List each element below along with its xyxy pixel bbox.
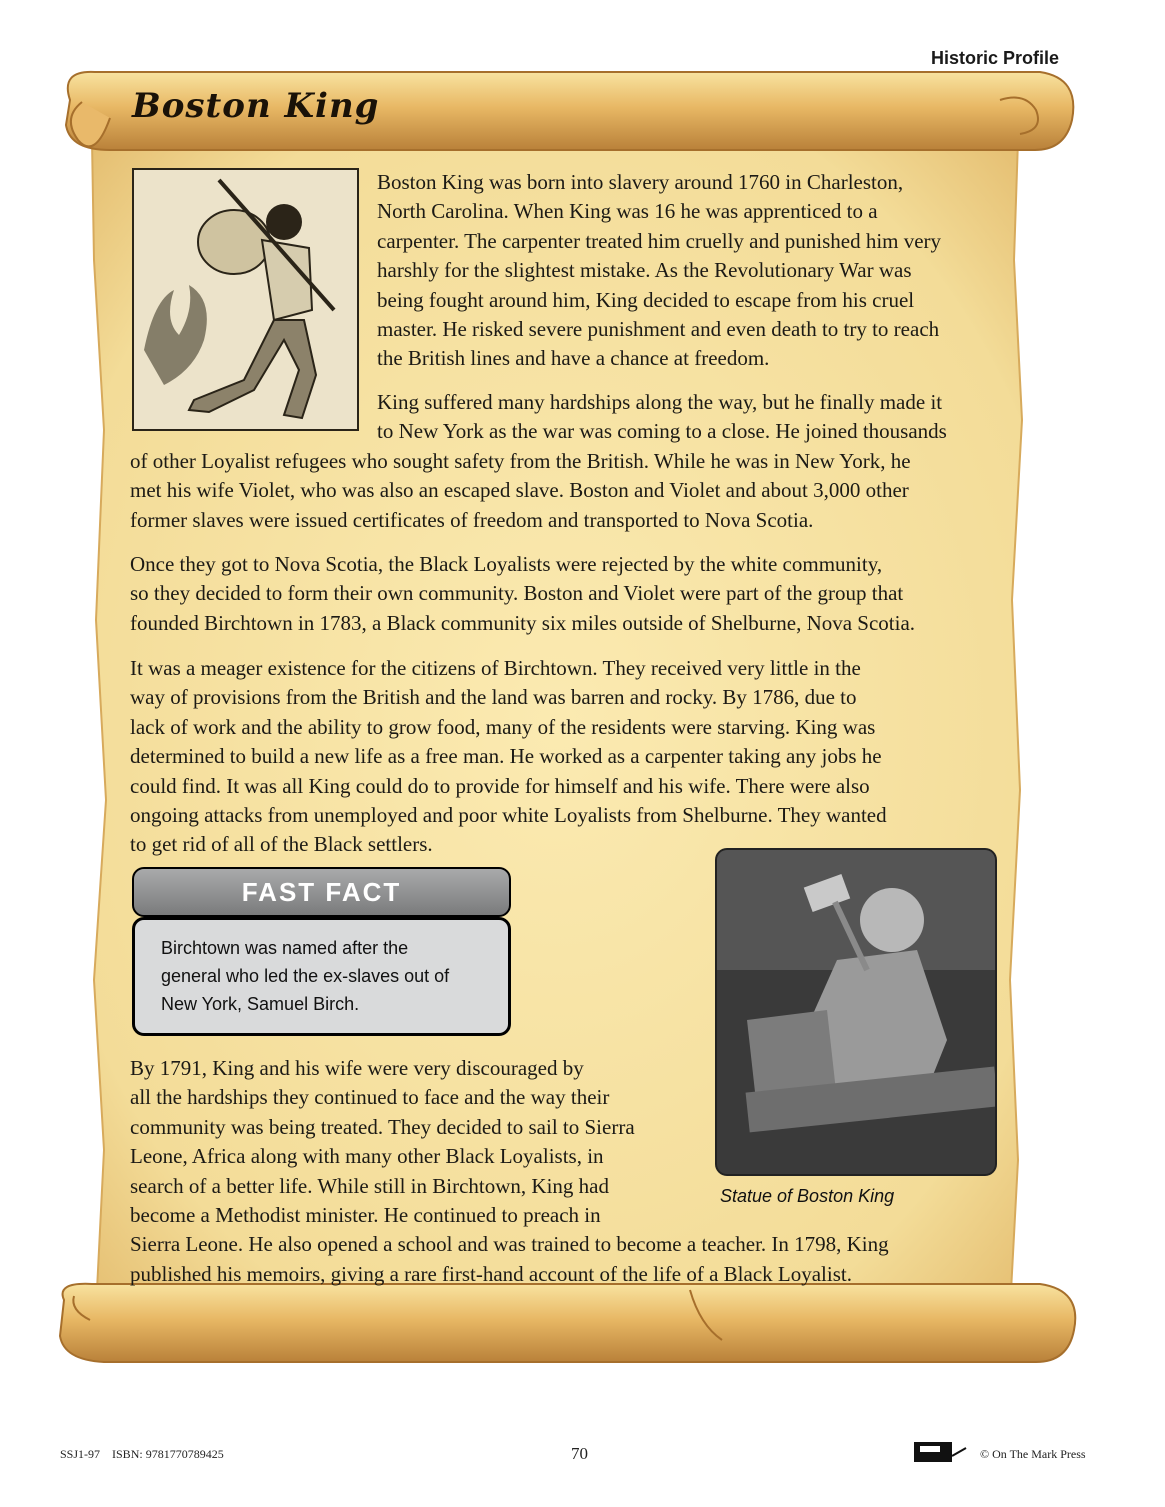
fast-fact-title: FAST FACT	[241, 876, 402, 907]
footer-codes	[60, 1447, 224, 1462]
paragraph-3	[130, 550, 915, 638]
page-title: Boston King	[132, 86, 380, 126]
fast-fact-line: general who led the ex-slaves out of	[161, 966, 450, 986]
text-line: lack of work and the ability to grow food, many of the residents were starving. King was	[130, 714, 876, 739]
text-line: become a Methodist minister. He continued to preach in	[130, 1203, 601, 1228]
text-line: former slaves were issued certificates of freedom and transported to Nova Scotia.	[130, 507, 814, 532]
text-line: Sierra Leone. He also opened a school and was trained to become a teacher. In 1798, King	[130, 1232, 889, 1257]
text-line: to get rid of all of the Black settlers.	[130, 832, 433, 857]
text-line: being fought around him, King decided to escape from his cruel	[377, 287, 915, 312]
text-line: to New York as the war was coming to a close. He joined thousands	[377, 419, 947, 444]
publisher: © On The Mark Press	[980, 1447, 1086, 1461]
text-line: harshly for the slightest mistake. As the Revolutionary War was	[377, 258, 912, 283]
paragraph-2-indent	[377, 388, 947, 447]
fast-fact-line: New York, Samuel Birch.	[161, 994, 360, 1014]
text-line: way of provisions from the British and the land was barren and rocky. By 1786, due to	[130, 685, 857, 710]
text-line: master. He risked severe punishment and even death to try to reach	[377, 317, 940, 342]
fast-fact-body	[132, 917, 511, 1036]
text-line: could find. It was all King could do to provide for himself and his wife. There were also	[130, 773, 870, 798]
fast-fact-line: Birchtown was named after the	[161, 938, 409, 958]
text-line: carpenter. The carpenter treated him cruelly and punished him very	[377, 228, 942, 253]
text-line: the British lines and have a chance at freedom.	[377, 346, 770, 371]
fast-fact-heading	[132, 867, 511, 917]
text-line: It was a meager existence for the citizens of Birchtown. They received very little in the	[130, 656, 861, 680]
text-line: met his wife Violet, who was also an escaped slave. Boston and Violet and about 3,000 other	[130, 478, 909, 503]
text-line: of other Loyalist refugees who sought safety from the British. While he was in New York, he	[130, 449, 911, 473]
text-line: ongoing attacks from unemployed and poor white Loyalists from Shelburne. They wanted	[130, 803, 887, 828]
text-line: published his memoirs, giving a rare first-hand account of the life of a Black Loyalist.	[130, 1261, 852, 1286]
text-line: determined to build a new life as a free man. He worked as a carpenter taking any jobs he	[130, 744, 882, 769]
text-line: Leone, Africa along with many other Black Loyalists, in	[130, 1144, 604, 1169]
statue-caption: Statue of Boston King	[720, 1186, 895, 1206]
text-line: all the hardships they continued to face and the way their	[130, 1085, 610, 1110]
text-line: search of a better life. While still in Birchtown, King had	[130, 1173, 609, 1198]
text-line: By 1791, King and his wife were very discouraged by	[130, 1056, 584, 1080]
product-code: SSJ1-97	[60, 1447, 101, 1461]
text-line: community was being treated. They decided to sail to Sierra	[130, 1114, 635, 1139]
text-line: founded Birchtown in 1783, a Black community six miles outside of Shelburne, Nova Scotia.	[130, 610, 916, 635]
paragraph-2	[130, 447, 911, 535]
text-line: Once they got to Nova Scotia, the Black Loyalists were rejected by the white community,	[130, 552, 883, 576]
paragraph-5	[130, 1054, 889, 1289]
paragraph-4	[130, 654, 887, 860]
boston-king-engraving	[132, 168, 359, 431]
text-line: so they decided to form their own community. Boston and Violet were part of the group that	[130, 581, 904, 606]
text-line: North Carolina. When King was 16 he was apprenticed to a	[377, 199, 878, 224]
isbn: ISBN: 9781770789425	[112, 1447, 224, 1461]
paragraph-1	[377, 168, 941, 374]
page-number: 70	[571, 1444, 588, 1463]
text-line: King suffered many hardships along the way, but he finally made it	[377, 390, 943, 414]
publisher-logo-icon	[912, 1436, 968, 1466]
text-line: Boston King was born into slavery around 1760 in Charleston,	[377, 170, 904, 194]
section-label: Historic Profile	[930, 48, 1059, 68]
